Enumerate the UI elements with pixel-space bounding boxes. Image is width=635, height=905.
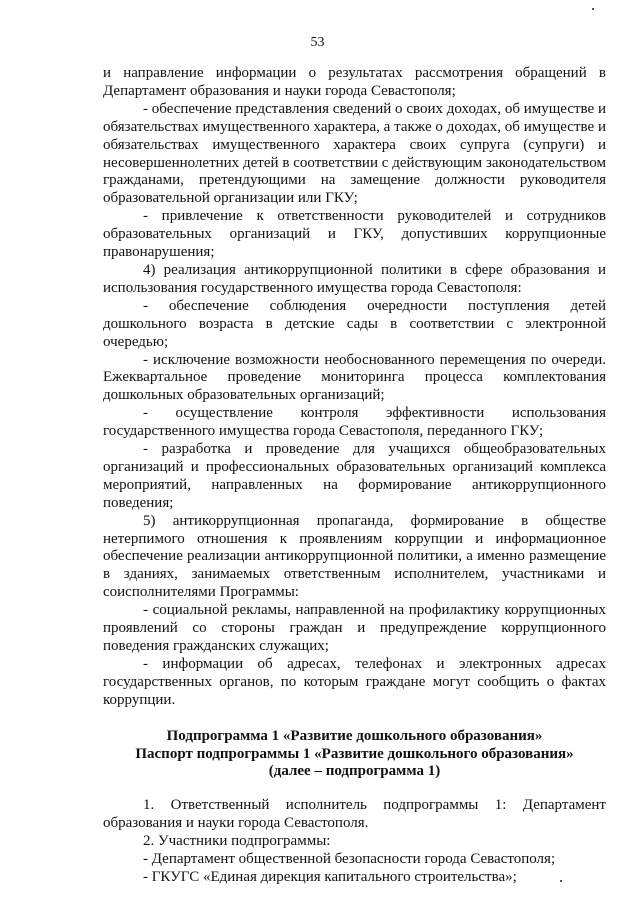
page-body bbox=[103, 65, 606, 887]
list-item: - разработка и проведение для учащихся общеобразовательных организаций и профессиональных образовательных организаций комплекса мероприятий, направленных на формирование антикоррупционного поведения; bbox=[103, 441, 606, 511]
numbered-item: 4) реализация антикоррупционной политики в сфере образования и использования государственного имущества города Севастополя: bbox=[103, 261, 606, 296]
passport-title: Паспорт подпрограммы 1 «Развитие дошкольного образования» bbox=[135, 745, 574, 762]
list-item: - осуществление контроля эффективности использования государственного имущества города Севастополя, переданного ГКУ; bbox=[103, 405, 606, 440]
numbered-item: 5) антикоррупционная пропаганда, формирование в обществе нетерпимого отношения к проявлениям коррупции и информационное обеспечение реализации антикоррупционной политики, а именно размещение в зданиях, занимаемых ответственным исполнителем, участниками и соисполнителями Программы: bbox=[103, 512, 606, 601]
passport-item: - ГКУГС «Единая дирекция капитального строительства»; bbox=[143, 868, 517, 885]
subprogram-title: Подпрограмма 1 «Развитие дошкольного образования» bbox=[166, 727, 543, 744]
passport-item: - Департамент общественной безопасности города Севастополя; bbox=[143, 851, 556, 868]
list-item: - исключение возможности необоснованного перемещения по очереди. Ежеквартальное проведение мониторинга процесса комплектования дошкольных образовательных организаций; bbox=[103, 351, 606, 404]
passport-item: 1. Ответственный исполнитель подпрограммы 1: Департамент образования и науки города Севастополя. bbox=[103, 797, 606, 832]
scan-artifact bbox=[592, 8, 594, 10]
page-number: 53 bbox=[310, 35, 325, 50]
list-item: - обеспечение соблюдения очередности поступления детей дошкольного возраста в детские сады в соответствии с электронной очередью; bbox=[103, 297, 606, 350]
list-item: - привлечение к ответственности руководителей и сотрудников образовательных организаций и ГКУ, допустивших коррупционные правонарушения; bbox=[103, 208, 606, 261]
list-item: - обеспечение представления сведений о своих доходах, об имуществе и обязательствах имущественного характера, а также о доходах, об имуществе и обязательствах имущественного характера своих супруга (супруги) и несовершеннолетних детей в соответствии с действующим законодательством гражданами, претендующими на замещение должности руководителя образовательной организации или ГКУ; bbox=[103, 100, 606, 207]
scan-artifact bbox=[560, 880, 562, 882]
passport-subtitle: (далее – подпрограмма 1) bbox=[268, 763, 441, 780]
list-item: - информации об адресах, телефонах и электронных адресах государственных органов, по которым граждане могут сообщить о фактах коррупции. bbox=[103, 655, 606, 708]
paragraph: и направление информации о результатах рассмотрения обращений в Департамент образования и науки города Севастополя; bbox=[103, 65, 606, 99]
list-item: - социальной рекламы, направленной на профилактику коррупционных проявлений со стороны граждан и предупреждение коррупционного поведения гражданских служащих; bbox=[103, 602, 606, 654]
passport-item: 2. Участники подпрограммы: bbox=[143, 833, 331, 850]
